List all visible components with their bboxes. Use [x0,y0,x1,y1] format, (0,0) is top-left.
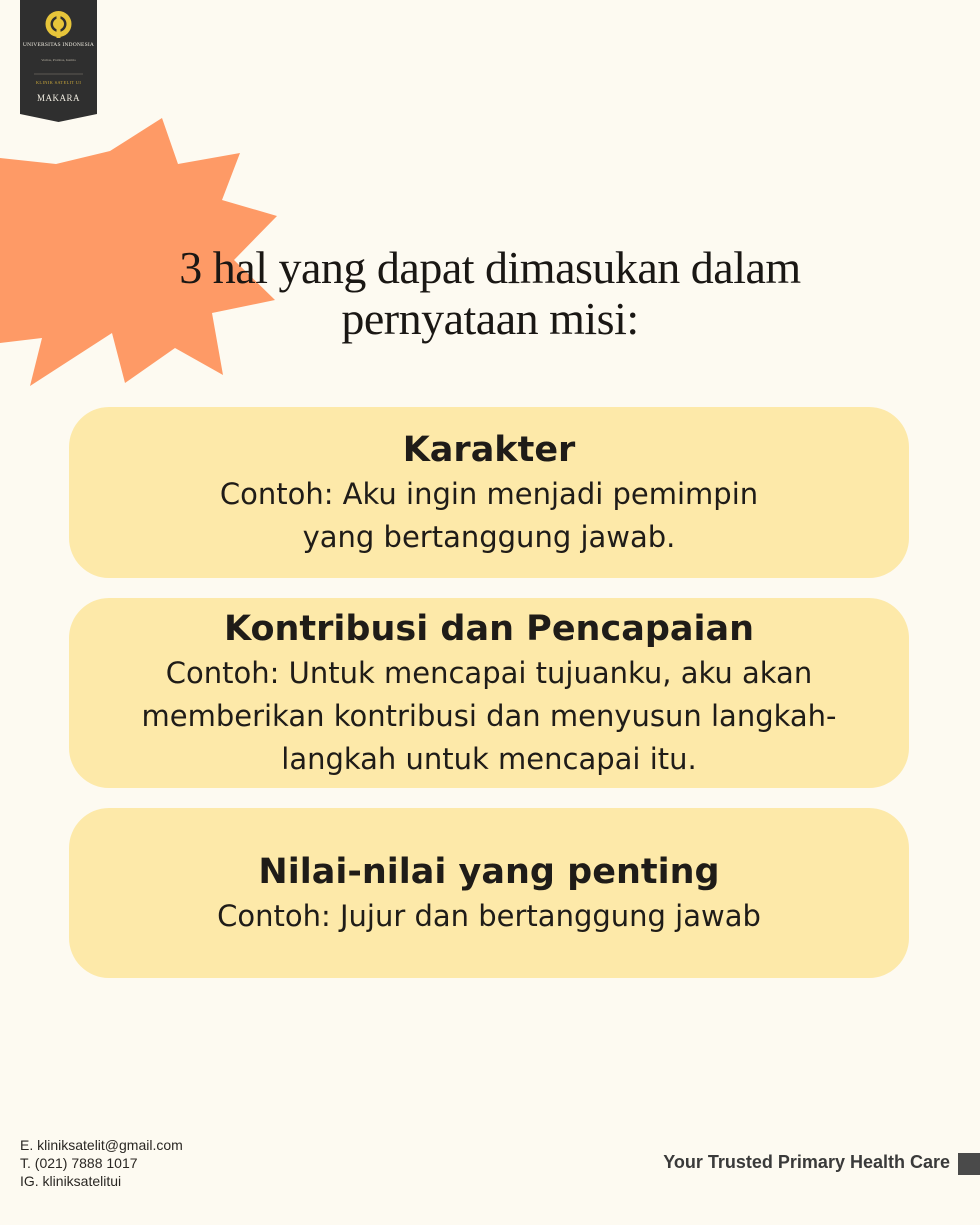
badge-makara: MAKARA [36,93,80,103]
badge-university-name: UNIVERSITAS INDONESIA [22,42,95,48]
card-heading: Nilai-nilai yang penting [258,851,720,892]
clinic-logo-badge [20,0,97,122]
title-line-1: 3 hal yang dapat dimasukan dalam [179,242,801,293]
card-example: Contoh: Untuk mencapai tujuanku, aku akan memberikan kontribusi dan menyusun langkah-langkah untuk mencapai itu. [141,655,837,776]
title-line-2: pernyataan misi: [341,293,639,344]
contact-email: E. kliniksatelit@gmail.com [20,1137,183,1153]
card-nilai [69,808,909,978]
badge-motto: Veritas, Probitas, Iustitia [41,58,76,62]
card-heading: Kontribusi dan Pencapaian [223,608,755,649]
page-title [0,242,980,344]
card-kontribusi [69,598,909,788]
contact-instagram: IG. kliniksatelitui [20,1173,122,1189]
badge-klinik-name: KLINIK SATELIT UI [35,80,82,85]
card-heading: Karakter [402,429,576,470]
card-karakter [69,407,909,578]
card-example: Contoh: Jujur dan bertanggung jawab [217,898,761,933]
tagline-accent-block [958,1153,980,1175]
footer-contact [20,1136,183,1190]
tagline: Your Trusted Primary Health Care [663,1152,950,1172]
card-example: Contoh: Aku ingin menjadi pemimpin yang bertanggung jawab. [219,476,759,554]
contact-phone: T. (021) 7888 1017 [20,1155,138,1171]
